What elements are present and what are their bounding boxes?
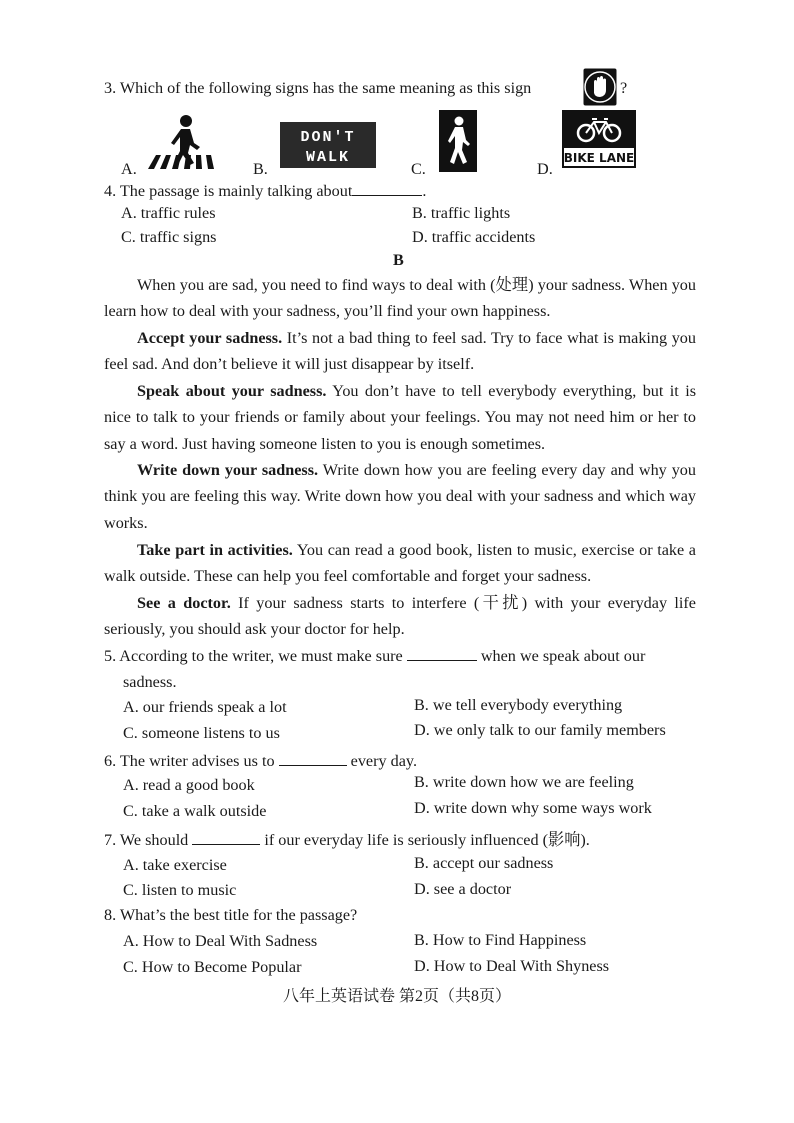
stop-hand-sign-icon <box>583 68 617 106</box>
q3-option-a-label: A. <box>121 160 137 178</box>
bike-lane-sign-icon <box>562 110 636 168</box>
q5-stem-cont: sadness. <box>123 673 177 691</box>
q4-option-c: C. traffic signs <box>121 228 217 246</box>
passage-paragraph-2: Speak about your sadness. You don’t have to tell everybody everything, but it is nice to talk to your friends or family about your feelings. You may not need him or her to say a word. Just having someone listen to you is enough sometimes. <box>104 382 696 453</box>
q5-option-c: C. someone listens to us <box>123 724 280 742</box>
q8-stem: 8. What’s the best title for the passage? <box>104 906 358 924</box>
q3-stem: 3. Which of the following signs has the same meaning as this sign <box>104 79 532 97</box>
passage-paragraph-3: Write down your sadness. Write down how you are feeling every day and why you think you are feeling this way. Write down how you deal with your sadness and which way works. <box>104 461 696 532</box>
passage-paragraph-5: See a doctor. If your sadness starts to interfere (干扰) with your everyday life seriously, you should ask your doctor for help. <box>104 594 696 639</box>
section-b-heading: B <box>393 251 404 269</box>
q5-option-d: D. we only talk to our family members <box>414 721 666 739</box>
q3-option-d-label: D. <box>537 160 553 178</box>
q6-option-a: A. read a good book <box>123 776 255 794</box>
q6-option-c: C. take a walk outside <box>123 802 267 820</box>
pedestrian-crossing-icon <box>146 113 220 171</box>
q5-option-b: B. we tell everybody everything <box>414 696 623 714</box>
q3-option-b-label: B. <box>253 160 268 178</box>
passage-intro: When you are sad, you need to find ways to deal with (处理) your sadness. When you learn how to deal with your sadness, you’ll find your own happiness. <box>104 276 696 321</box>
q7-option-c: C. listen to music <box>123 881 237 899</box>
q8-option-a: A. How to Deal With Sadness <box>123 932 318 950</box>
dont-walk-text-2: WALK <box>305 149 351 166</box>
q8-option-d: D. How to Deal With Shyness <box>414 957 610 975</box>
bike-lane-text: BIKE LANE <box>563 151 635 165</box>
q3-qmark: ? <box>620 79 628 97</box>
q7-option-a: A. take exercise <box>123 856 227 874</box>
q8-option-b: B. How to Find Happiness <box>414 931 587 949</box>
q6-stem: 6. The writer advises us to every day. <box>104 752 418 770</box>
q7-stem: 7. We should if our everyday life is seriously influenced (影响). <box>104 831 590 849</box>
page-footer: 八年上英语试卷 第2页（共8页） <box>282 988 511 1005</box>
q5-stem: 5. According to the writer, we must make sure when we speak about our <box>104 647 646 665</box>
dont-walk-sign-icon <box>280 122 376 168</box>
dont-walk-text-1: DON'T <box>300 129 356 146</box>
q5-option-a: A. our friends speak a lot <box>123 698 287 716</box>
passage-paragraph-1: Accept your sadness. It’s not a bad thing to feel sad. Try to face what is making you feel sad. And don’t believe it will just disappear by itself. <box>104 329 696 374</box>
passage-paragraph-4: Take part in activities. You can read a good book, listen to music, exercise or take a walk outside. These can help you feel comfortable and forget your sadness. <box>104 541 696 586</box>
q4-option-b: B. traffic lights <box>412 204 511 222</box>
q6-option-d: D. write down why some ways work <box>414 799 652 817</box>
q4-stem: 4. The passage is mainly talking about . <box>104 182 427 200</box>
q4-option-a: A. traffic rules <box>121 204 216 222</box>
q6-option-b: B. write down how we are feeling <box>414 773 634 791</box>
q7-option-b: B. accept our sadness <box>414 854 554 872</box>
walking-person-sign-icon <box>439 110 477 172</box>
q3-option-c-label: C. <box>411 160 426 178</box>
q4-option-d: D. traffic accidents <box>412 228 536 246</box>
q8-option-c: C. How to Become Popular <box>123 958 302 976</box>
q7-option-d: D. see a doctor <box>414 880 512 898</box>
